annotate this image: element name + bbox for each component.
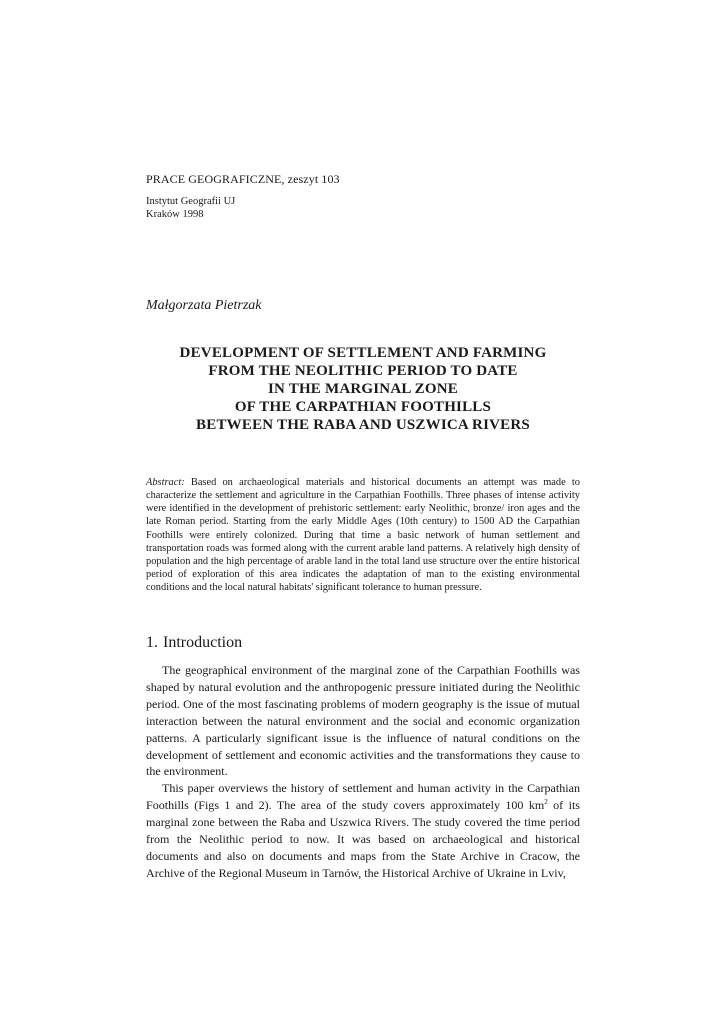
author-name: Małgorzata Pietrzak <box>146 298 262 313</box>
title-line: OF THE CARPATHIAN FOOTHILLS <box>234 399 492 415</box>
place-year: Kraków 1998 <box>146 209 204 220</box>
paragraph-text: This paper overviews the history of settlement and human activity in the Carpathian Foothills (Figs 1 and 2). The area of the study covers approximately 100 km <box>146 781 580 813</box>
section-number: 1. <box>146 634 158 651</box>
title-line: BETWEEN THE RABA AND USZWICA RIVERS <box>196 417 530 433</box>
paragraph <box>146 780 580 881</box>
section-heading <box>146 634 247 652</box>
abstract-text: Based on archaeological materials and historical documents an attempt was made to characterize the settlement and agriculture in the Carpathian Foothills. Three phases of intense activity were identified in the development of prehistoric settlement: early Neolithic, bronze/ iron ages and the late Roman period. Starting from the early Middle Ages (10th century) to 1500 AD the Carpathian Foothills were entirely colonized. During that time a basic network of human settlement and transportation roads was formed along with the current arable land patterns. A relatively high density of population and the high percentage of arable land in the total land use structure over the entire historical period of exploration of this area indicates the adaptation of man to the existing environmental conditions and the local natural habitats' significant tolerance to human pressure. <box>146 477 580 594</box>
abstract-label: Abstract: <box>146 477 185 488</box>
publisher-info <box>146 195 235 221</box>
paragraph: The geographical environment of the marginal zone of the Carpathian Foothills was shaped by natural evolution and the anthropogenic pressure initiated during the Neolithic period. One of the most fascinating problems of modern geography is the issue of mutual interaction between the natural environment and the social and economic organization patterns. A particularly significant issue is the influence of natural conditions on the development of settlement and economic activities and the transformations they cause to the environment. <box>146 663 580 779</box>
paragraph-text: of its marginal zone between the Raba and Uszwica Rivers. The study covered the time period from the Neolithic period to now. It was based on archaeological and historical documents and also on documents and maps from the State Archive in Cracow, the Archive of the Regional Museum in Tarnów, the Historical Archive of Ukraine in Lviv, <box>146 798 580 880</box>
paper-title <box>146 344 580 434</box>
section-title: Introduction <box>163 634 243 651</box>
body-text <box>146 662 580 882</box>
title-line: FROM THE NEOLITHIC PERIOD TO DATE <box>208 363 518 379</box>
institute-name: Instytut Geografii UJ <box>146 196 236 207</box>
superscript: 2 <box>544 798 548 807</box>
abstract <box>146 476 580 594</box>
title-line: IN THE MARGINAL ZONE <box>267 381 458 397</box>
journal-header: PRACE GEOGRAFICZNE, zeszyt 103 <box>146 172 340 186</box>
title-line: DEVELOPMENT OF SETTLEMENT AND FARMING <box>179 345 547 361</box>
